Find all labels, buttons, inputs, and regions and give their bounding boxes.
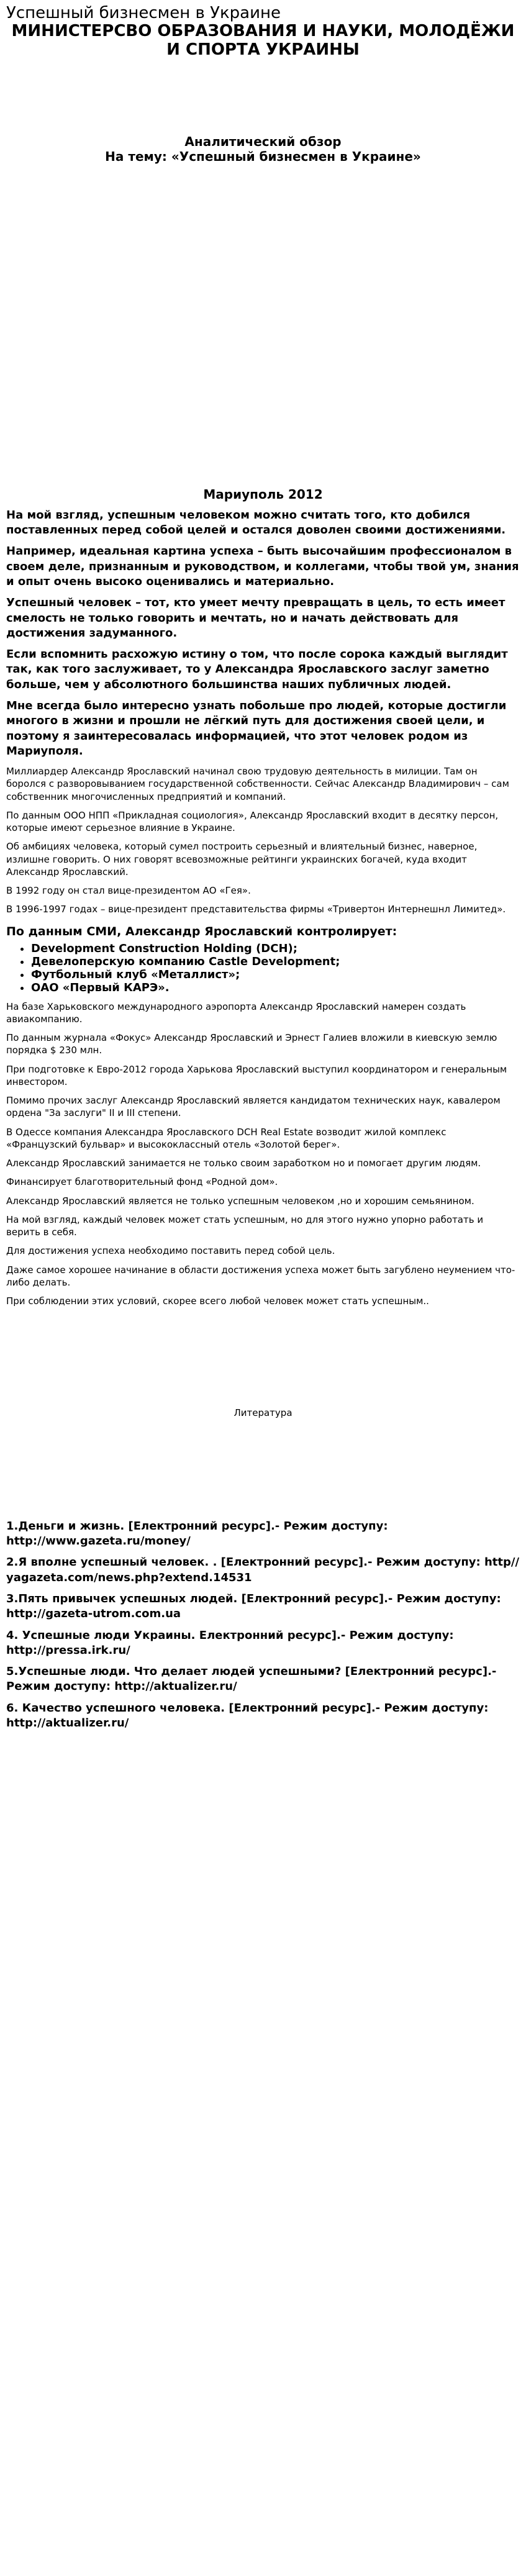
analytic-title-line-1: Аналитический обзор [184,134,342,149]
tail-paragraph: При соблюдении этих условий, скорее всего любой человек может стать успешным.. [6,1295,429,1307]
tail-paragraph: Александр Ярославский занимается не только своим заработком но и помогает другим людям. [6,1158,481,1169]
tail-paragraph: На мой взгляд, каждый человек может стать успешным, но для этого нужно упорно работать и верить в себя. [6,1213,484,1238]
place-year: Мариуполь 2012 [203,486,323,502]
controls-list [6,942,520,994]
tail-paragraph: Финансирует благотворительный фонд «Родной дом». [6,1176,278,1188]
controls-list-item: • ОАО «Первый КАРЭ». [31,981,520,994]
spacer [6,1426,520,1513]
literature-item: 4. Успешные люди Украины. Електронний ресурс].- Режим доступу: http://pressa.irk.ru/ [6,1628,454,1657]
tail-paragraph: Александр Ярославский является не только успешным человеком ,но и хорошим семьянином. [6,1195,474,1207]
body-paragraph: В 1996-1997 годах – вице-президент представительства фирмы «Тривертон Интернешнл Лимитед». [6,904,506,915]
tail-paragraph: На базе Харьковского международного аэропорта Александр Ярославский намерен создать авиакомпанию. [6,1000,466,1025]
controls-heading: По данным СМИ, Александр Ярославский контролирует: [6,924,397,938]
literature-item: 1.Деньги и жизнь. [Електронний ресурс].- Режим доступу: http://www.gazeta.ru/money/ [6,1519,388,1548]
literature-item: 5.Успешные люди. Что делает людей успешными? [Електронний ресурс].- Режим доступу: http://aktualizer.ru/ [6,1665,497,1694]
intro-paragraph: На мой взгляд, успешным человеком можно считать того, кто добился поставленных перед собой целей и остался доволен своими достижениями. [6,508,506,537]
literature-item: 6. Качество успешного человека. [Електронний ресурс].- Режим доступу: http://aktualizer.ru/ [6,1701,489,1730]
controls-list-item: • Футбольный клуб «Металлист»; [31,968,520,981]
tail-paragraph: Помимо прочих заслуг Александр Ярославский является кандидатом технических наук, кавалером ордена "За заслуги" II и III степени. [6,1095,501,1119]
literature-title: Литература [234,1407,292,1419]
intro-paragraph: Мне всегда было интересно узнать побольше про людей, которые достигли многого в жизни и прошли не лёгкий путь для достижения своей цели, и поэтому я заинтересовалась информацией, что этот человек родом из Мариуполя. [6,699,507,758]
intro-paragraph: Например, идеальная картина успеха – быть высочайшим профессионалом в своем деле, признанным и руководством, и коллегами, чтобы твой ум, знания и опыт очень высоко оценивались и материально. [6,545,519,588]
intro-paragraph: Успешный человек – тот, кто умеет мечту превращать в цель, то есть имеет смелость не только говорить и мечтать, но и начать действовать для достижения задуманного. [6,596,506,640]
page-header-title: Успешный бизнесмен в Украине [6,4,281,22]
intro-paragraph: Если вспомнить расхожую истину о том, что после сорока каждый выглядит так, как того заслуживает, то у Александра Ярославского заслуг заметно больше, чем у абсолютного большинства наших публичных людей. [6,648,508,691]
body-block [0,765,526,1731]
spacer [6,1313,520,1400]
controls-list-item: • Development Construction Holding (DCH); [31,942,520,955]
body-paragraph: Миллиардер Александр Ярославский начинал свою трудовую деятельность в милиции. Там он боролся с разворовыванием государственной собственности. Сейчас Александр Владимирович – сам собственник многочисленных предприятий и компаний. [6,766,509,802]
tail-paragraph: В Одессе компания Александра Ярославского DCH Real Estate возводит жилой комплекс «Французский бульвар» и высококлассный отель «Золотой берег». [6,1126,447,1150]
tail-paragraph: Даже самое хорошее начинание в области достижения успеха может быть загублено неумением что-либо делать. [6,1264,515,1288]
body-paragraph: Об амбициях человека, который сумел построить серьезный и влиятельный бизнес, наверное, излишне говорить. О них говорят всевозможные рейтинги украинских богачей, куда входит Александр Ярославский. [6,841,478,878]
analytic-title-line-2: На тему: «Успешный бизнесмен в Украине» [105,148,421,164]
literature-item: 2.Я вполне успешный человек. . [Електронний ресурс].- Режим доступу: http// yagazeta.com/news.php?extend.14531 [6,1556,520,1584]
tail-paragraph: По данным журнала «Фокус» Александр Ярославский и Эрнест Галиев вложили в киевскую землю порядка $ 230 млн. [6,1032,497,1056]
controls-list-item: • Девелоперскую компанию Castle Development; [31,955,520,968]
tail-paragraph: Для достижения успеха необходимо поставить перед собой цель. [6,1245,335,1257]
ministry-title: МИНИСТЕРСВО ОБРАЗОВАНИЯ И НАУКИ, МОЛОДЁЖИ И СПОРТА УКРАИНЫ [11,22,515,59]
intro-block [0,508,526,759]
body-paragraph: В 1992 году он стал вице-президентом АО «Гея». [6,885,251,897]
body-paragraph: По данным ООО НПП «Прикладная социология», Александр Ярославский входит в десятку персон, которые имеют серьезное влияние в Украине. [6,809,499,834]
tail-paragraph: При подготовке к Евро-2012 города Харькова Ярославский выступил координатором и генеральным инвестором. [6,1063,507,1087]
literature-item: 3.Пять привычек успешных людей. [Електронний ресурс].- Режим доступу: http://gazeta-utrom.com.ua [6,1592,501,1621]
